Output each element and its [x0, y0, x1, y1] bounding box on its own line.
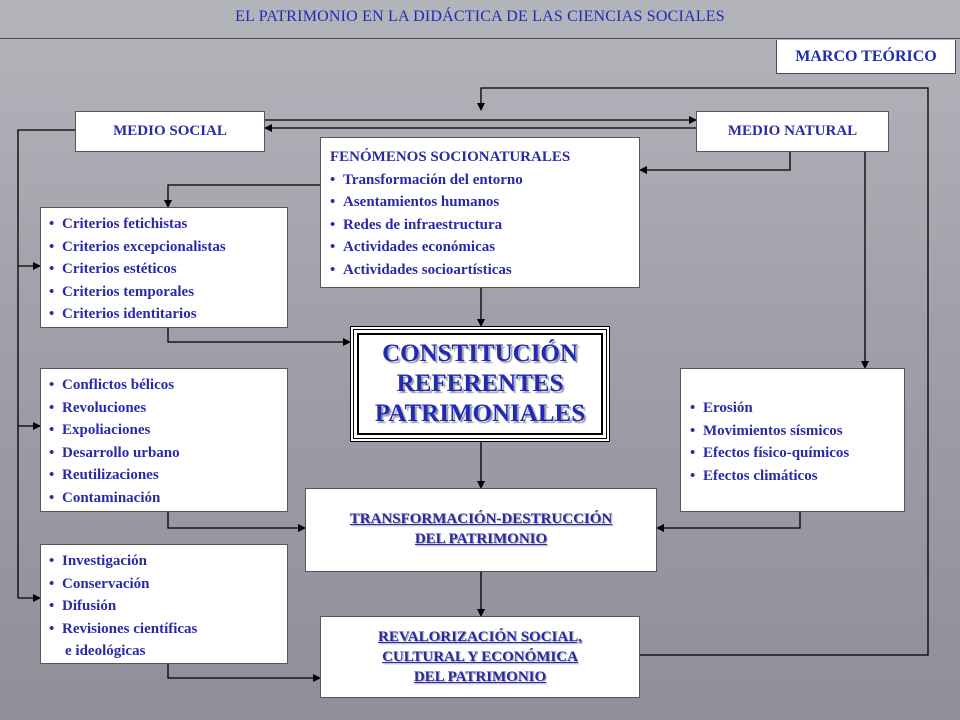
- arrow-natural-to-fenomenos: [640, 152, 790, 170]
- fenomenos-list: [330, 169, 639, 282]
- list-item-continuation: e ideológicas: [65, 643, 146, 659]
- fenomenos-title: FENÓMENOS SOCIONATURALES: [330, 149, 571, 165]
- list-item: • Asentamientos humanos: [330, 191, 639, 214]
- revalorizacion-line: DEL PATRIMONIO: [413, 669, 547, 685]
- naturales-list: [690, 397, 904, 487]
- list-item: • Expoliaciones: [49, 419, 287, 442]
- list-item: • Reutilizaciones: [49, 464, 287, 487]
- transformacion-line: DEL PATRIMONIO: [414, 531, 548, 547]
- list-item: • Efectos climáticos: [690, 465, 904, 488]
- list-item: • Conflictos bélicos: [49, 374, 287, 397]
- list-item: • Redes de infraestructura: [330, 214, 639, 237]
- list-item: • Criterios identitarios: [49, 303, 287, 326]
- fenomenos-box: [320, 137, 640, 288]
- criterios-box: [40, 207, 288, 328]
- transformacion-line: TRANSFORMACIÓN-DESTRUCCIÓN: [349, 511, 613, 527]
- revalorizacion-box: [320, 616, 640, 698]
- medio-natural-box: [696, 111, 889, 152]
- page-header-title: EL PATRIMONIO EN LA DIDÁCTICA DE LAS CIENCIAS SOCIALES: [235, 8, 725, 25]
- left-bus-line: [18, 130, 75, 598]
- arrow-naturales-to-transformacion: [657, 512, 800, 528]
- list-item: • Investigación: [49, 550, 287, 573]
- criterios-list: [49, 213, 287, 326]
- constitucion-line: CONSTITUCIÓN: [382, 340, 578, 367]
- arrow-fenomenos-to-criterios: [168, 185, 320, 207]
- investigacion-list: [49, 550, 287, 640]
- transformacion-box: [305, 488, 657, 572]
- list-item: • Difusión: [49, 595, 287, 618]
- arrow-investigacion-to-revalorizacion: [168, 664, 320, 678]
- list-item: • Actividades socioartísticas: [330, 259, 639, 282]
- list-item: • Desarrollo urbano: [49, 442, 287, 465]
- constitucion-line: REFERENTES: [396, 370, 564, 397]
- conflictos-list: [49, 374, 287, 509]
- list-item: • Criterios excepcionalistas: [49, 236, 287, 259]
- investigacion-box: [40, 544, 288, 664]
- constitucion-line: PATRIMONIALES: [374, 400, 586, 427]
- list-item: • Actividades económicas: [330, 236, 639, 259]
- medio-social-label: MEDIO SOCIAL: [113, 123, 227, 139]
- medio-natural-label: MEDIO NATURAL: [727, 123, 858, 139]
- list-item: • Revisiones científicas: [49, 618, 287, 641]
- list-item: • Criterios estéticos: [49, 258, 287, 281]
- revalorizacion-line: CULTURAL Y ECONÓMICA: [382, 649, 578, 665]
- revalorizacion-line: REVALORIZACIÓN SOCIAL,: [378, 629, 582, 645]
- list-item: • Efectos físico-químicos: [690, 442, 904, 465]
- list-item: • Transformación del entorno: [330, 169, 639, 192]
- list-item: • Criterios fetichistas: [49, 213, 287, 236]
- medio-social-box: [75, 111, 265, 152]
- conflictos-box: [40, 368, 288, 512]
- list-item: • Erosión: [690, 397, 904, 420]
- section-badge: MARCO TEÓRICO: [776, 40, 956, 74]
- constitucion-box: [350, 326, 610, 442]
- list-item: • Criterios temporales: [49, 281, 287, 304]
- list-item: • Conservación: [49, 573, 287, 596]
- arrow-criterios-to-constitucion: [168, 328, 350, 342]
- list-item: • Contaminación: [49, 487, 287, 510]
- arrow-conflictos-to-transformacion: [168, 512, 305, 528]
- list-item: • Revoluciones: [49, 397, 287, 420]
- naturales-box: [680, 368, 905, 512]
- list-item: • Movimientos sísmicos: [690, 420, 904, 443]
